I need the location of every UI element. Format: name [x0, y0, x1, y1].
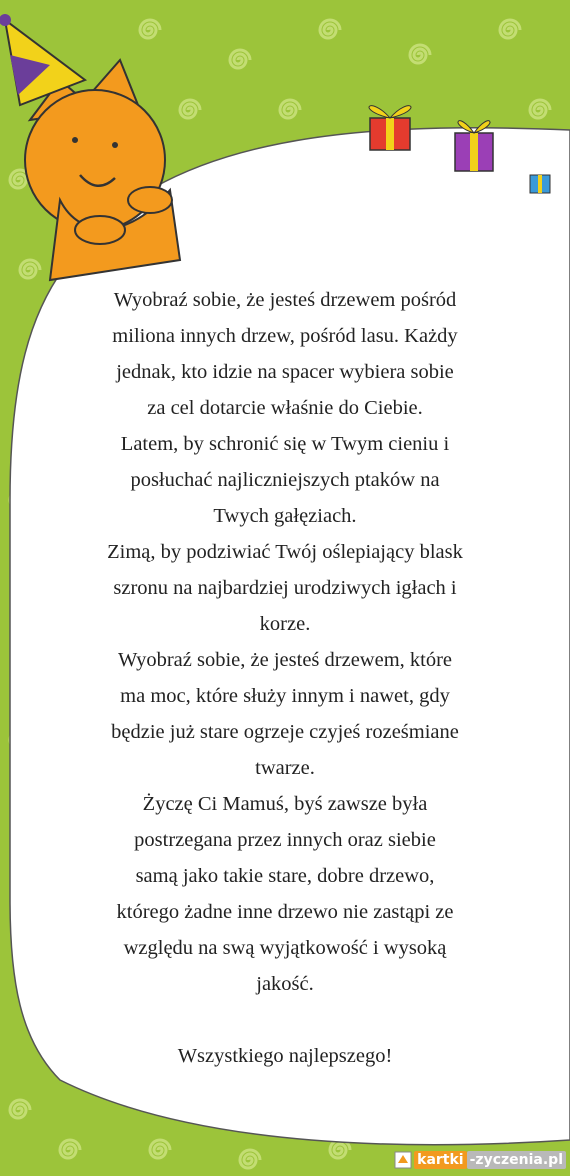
message-line: ma moc, które służy innym i nawet, gdy	[120, 685, 450, 707]
message-line: Zimą, by podziwiać Twój oślepiający blask	[107, 541, 463, 563]
spacer	[70, 1002, 500, 1038]
message-line: względu na swą wyjątkowość i wysoką	[123, 937, 447, 959]
message-line: którego żadne inne drzewo nie zastąpi ze	[116, 901, 454, 923]
watermark-part1: kartki	[414, 1151, 466, 1169]
message-line: posłuchać najliczniejszych ptaków na	[130, 469, 440, 491]
message-line: szronu na najbardziej urodziwych igłach i	[113, 577, 457, 599]
watermark-part2: -zyczenia.pl	[467, 1151, 566, 1169]
message-line: Latem, by schronić się w Twym cieniu i	[120, 433, 450, 455]
message-line: Wyobraź sobie, że jesteś drzewem pośród	[113, 289, 457, 311]
message-line: za cel dotarcie właśnie do Ciebie.	[147, 397, 423, 419]
message-line: Wyobraź sobie, że jesteś drzewem, które	[117, 649, 453, 671]
card-message	[70, 282, 500, 1074]
message-line: będzie już stare ogrzeje czyjeś roześmiane	[111, 721, 459, 743]
message-line: Życzę Ci Mamuś, byś zawsze była	[142, 793, 428, 815]
card-logo-icon	[394, 1151, 412, 1169]
message-line: postrzegana przez innych oraz siebie	[134, 829, 436, 851]
message-line: twarze.	[255, 757, 315, 779]
message-line: miliona innych drzew, pośród lasu. Każdy	[112, 325, 458, 347]
closing-line: Wszystkiego najlepszego!	[177, 1045, 393, 1067]
message-line: samą jako takie stare, dobre drzewo,	[135, 865, 435, 887]
message-line: korze.	[259, 613, 311, 635]
gift-blue	[530, 175, 550, 193]
message-line: jednak, kto idzie na spacer wybiera sobie	[116, 361, 454, 383]
message-line: jakość.	[256, 973, 314, 995]
site-watermark[interactable]	[394, 1148, 566, 1172]
message-line: Twych gałęziach.	[213, 505, 357, 527]
